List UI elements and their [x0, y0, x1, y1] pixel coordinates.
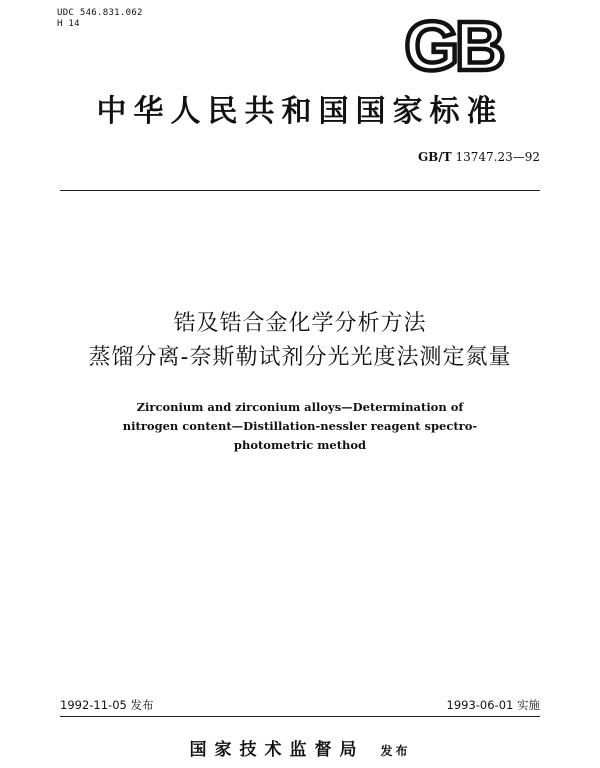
national-standard-title: 中华人民共和国国家标准: [96, 94, 504, 129]
english-title-line-1: Zirconium and zirconium alloys—Determination of: [136, 400, 464, 414]
english-title-line-3: photometric method: [233, 438, 367, 452]
bottom-divider: [60, 716, 540, 717]
category-code: H 14: [57, 19, 80, 29]
top-divider: [60, 190, 540, 191]
chinese-title-line-2: 蒸馏分离-奈斯勒试剂分光光度法测定氮量: [88, 345, 512, 370]
issue-action: 发布: [380, 744, 411, 758]
chinese-title-line-1: 锆及锆合金化学分析方法: [173, 311, 427, 336]
gb-logo-text: GB: [404, 14, 502, 76]
standard-code: [418, 150, 540, 164]
implementation-date: 1993-06-01 实施: [446, 698, 540, 712]
standard-code-number: 13747.23—92: [455, 150, 540, 164]
issue-date: 1992-11-05 发布: [60, 698, 154, 712]
udc-number: UDC 546.831.062: [57, 8, 143, 18]
gb-logo: [393, 14, 513, 76]
issuer-line: [0, 735, 600, 760]
issuing-organization: 国家技术监督局: [189, 740, 365, 760]
english-title-line-2: nitrogen content—Distillation-nessler reagent spectro-: [122, 419, 478, 433]
udc-classification-block: [57, 8, 143, 30]
standard-code-prefix: GB/T: [417, 150, 452, 164]
